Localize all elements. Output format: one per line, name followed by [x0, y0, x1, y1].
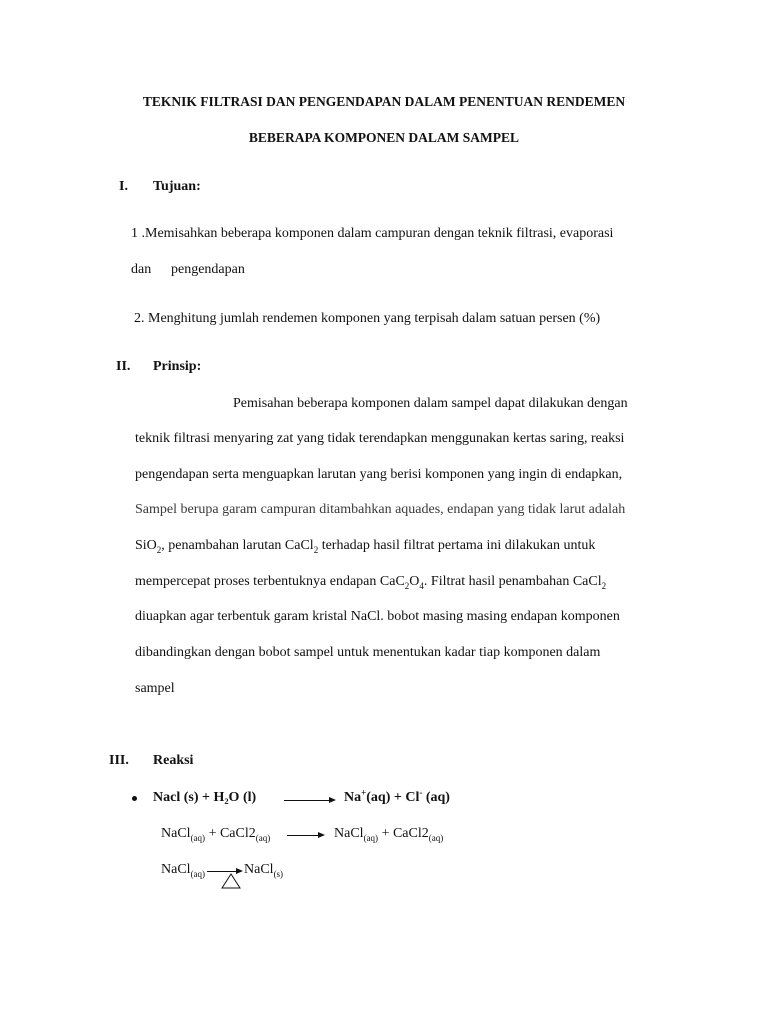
principle-line-7: diuapkan agar terbentuk garam kristal NaCl. bobot masing masing endapan komponen	[135, 609, 620, 624]
section-1-heading: Tujuan:	[153, 179, 201, 194]
section-3-heading: Reaksi	[153, 753, 194, 768]
principle-line-9: sampel	[135, 681, 175, 696]
section-3-number: III.	[109, 753, 129, 768]
principle-line-1: Pemisahan beberapa komponen dalam sampel dapat dilakukan dengan	[233, 396, 628, 411]
reaction-text: (aq)	[422, 790, 450, 805]
reaction-1-reactants: Nacl (s) + H₂O (l)	[153, 790, 257, 805]
principle-line-6	[135, 574, 606, 590]
bullet-icon	[132, 796, 137, 801]
subscript: (aq)	[190, 868, 206, 879]
subscript: 2	[601, 580, 607, 591]
reaction-arrow-icon	[207, 871, 241, 872]
reaction-text: NaCl	[161, 826, 191, 841]
principle-text: . Filtrat hasil penambahan CaCl	[423, 574, 602, 589]
title-line-2: BEBERAPA KOMPONEN DALAM SAMPEL	[248, 130, 520, 145]
subscript: (aq)	[255, 832, 271, 843]
superscript: -	[419, 787, 423, 798]
principle-line-2: teknik filtrasi menyaring zat yang tidak terendapkan menggunakan kertas saring, reaksi	[135, 431, 625, 446]
section-2-number: II.	[116, 359, 131, 374]
reaction-1-products	[344, 787, 450, 806]
reaction-text: NaCl	[244, 862, 274, 877]
subscript: (aq)	[363, 832, 379, 843]
principle-text: , penambahan larutan CaCl	[161, 538, 314, 553]
reaction-3-reactant	[161, 862, 205, 878]
reaction-2-reactants	[161, 826, 270, 842]
superscript: +	[361, 787, 367, 798]
principle-line-5	[135, 538, 595, 554]
section-1-number: I.	[119, 179, 128, 194]
subscript: 2	[313, 544, 319, 555]
reaction-text: + CaCl2	[378, 826, 429, 841]
reaction-arrow-icon	[287, 835, 323, 836]
principle-text: mempercepat proses terbentuknya endapan CaC	[135, 574, 405, 589]
principle-line-3: pengendapan serta menguapkan larutan yang berisi komponen yang ingin di endapkan,	[135, 467, 623, 482]
reaction-text: NaCl	[161, 862, 191, 877]
subscript: (s)	[273, 868, 284, 879]
reaction-text: NaCl	[334, 826, 364, 841]
reaction-2-products	[334, 826, 443, 842]
subscript: 2	[404, 580, 410, 591]
subscript: (aq)	[428, 832, 444, 843]
subscript: 4	[419, 580, 424, 591]
goal-1-line-2b: pengendapan	[171, 262, 245, 277]
subscript: (aq)	[190, 832, 206, 843]
reaction-text: + CaCl2	[205, 826, 256, 841]
principle-text: terhadap hasil filtrat pertama ini dilakukan untuk	[318, 538, 596, 553]
principle-text: O	[409, 574, 420, 589]
subscript: 2	[156, 544, 162, 555]
heat-triangle-icon	[221, 873, 241, 889]
reaction-arrow-icon	[284, 800, 334, 801]
title-line-1: TEKNIK FILTRASI DAN PENGENDAPAN DALAM PENENTUAN RENDEMEN	[142, 94, 626, 109]
goal-1-line-1: 1 .Memisahkan beberapa komponen dalam campuran dengan teknik filtrasi, evaporasi	[131, 226, 614, 241]
reaction-text: Na	[344, 790, 362, 805]
reaction-text: (aq) + Cl	[366, 790, 420, 805]
goal-1-line-2a: dan	[131, 262, 152, 277]
reaction-3-product	[244, 862, 283, 878]
section-2-heading: Prinsip:	[153, 359, 202, 374]
goal-2: 2. Menghitung jumlah rendemen komponen yang terpisah dalam satuan persen (%)	[134, 311, 601, 326]
principle-text: SiO	[135, 538, 157, 553]
principle-line-8: dibandingkan dengan bobot sampel untuk menentukan kadar tiap komponen dalam	[135, 645, 601, 660]
principle-line-4: Sampel berupa garam campuran ditambahkan aquades, endapan yang tidak larut adalah	[135, 502, 626, 517]
